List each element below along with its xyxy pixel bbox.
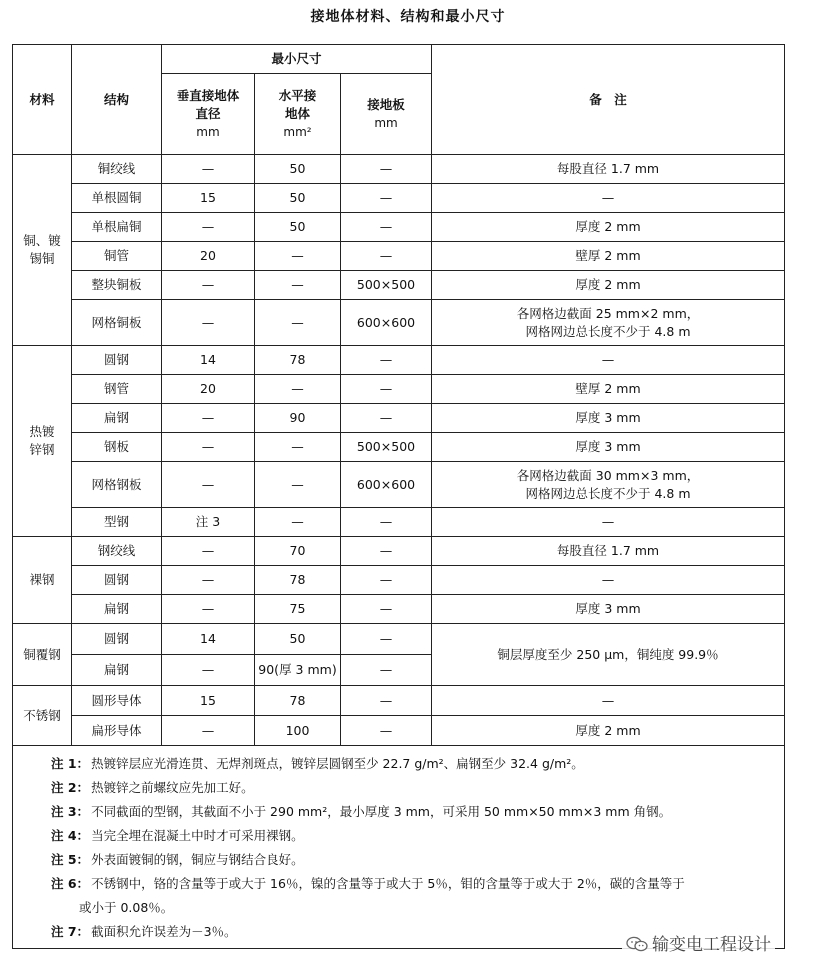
horizontal-area-cell-value: — xyxy=(291,514,304,529)
vertical-diameter-cell-value: — xyxy=(201,601,215,616)
material-cell xyxy=(13,686,72,746)
remark-cell xyxy=(432,242,785,271)
plate-size-cell xyxy=(341,346,432,375)
remark-cell xyxy=(432,271,785,300)
structure-label: 钢板 xyxy=(103,439,129,454)
note-text: 截面积允许误差为－3％。 xyxy=(91,924,237,939)
note-item xyxy=(51,872,784,896)
header-horizontal xyxy=(255,74,341,155)
horizontal-area-cell-value: — xyxy=(291,381,304,396)
horizontal-area-cell xyxy=(255,433,341,462)
horizontal-area-cell xyxy=(255,213,341,242)
vertical-diameter-cell xyxy=(162,655,255,686)
vertical-diameter-cell xyxy=(162,184,255,213)
vertical-diameter-cell xyxy=(162,537,255,566)
horizontal-area-cell xyxy=(255,566,341,595)
note-item xyxy=(51,824,784,848)
note-label: 注 1： xyxy=(51,756,90,771)
structure-label: 铜管 xyxy=(103,248,129,263)
remark-cell xyxy=(432,537,785,566)
vertical-diameter-cell xyxy=(162,716,255,746)
plate-size-cell xyxy=(341,300,432,346)
table-row xyxy=(13,624,785,655)
material-label: 锌钢 xyxy=(29,442,55,457)
vertical-diameter-cell-value: 15 xyxy=(200,692,216,708)
vertical-diameter-cell xyxy=(162,508,255,537)
material-label: 锡铜 xyxy=(29,251,55,266)
horizontal-area-cell xyxy=(255,508,341,537)
plate-size-cell xyxy=(341,624,432,655)
structure-label: 圆钢 xyxy=(103,631,129,646)
vertical-diameter-cell-value: — xyxy=(201,722,215,738)
remark-cell xyxy=(432,346,785,375)
remark-cell xyxy=(432,624,785,686)
structure-cell xyxy=(72,271,162,300)
notes-cell xyxy=(13,746,785,949)
plate-size-cell xyxy=(341,462,432,508)
table-row xyxy=(13,300,785,346)
plate-size-cell-value: — xyxy=(379,352,393,367)
table-title: 接地体材料、结构和最小尺寸 xyxy=(310,9,506,25)
remark-cell xyxy=(432,184,785,213)
vertical-diameter-cell xyxy=(162,300,255,346)
structure-cell xyxy=(72,595,162,624)
remark-text: 厚度 3 mm xyxy=(575,410,641,425)
horizontal-area-cell xyxy=(255,155,341,184)
plate-size-cell xyxy=(341,213,432,242)
vertical-diameter-cell-value: — xyxy=(201,314,215,330)
header-remarks-label: 备 注 xyxy=(589,91,627,107)
vertical-diameter-cell-value: 20 xyxy=(200,381,216,396)
remark-cell xyxy=(432,508,785,537)
material-label: 不锈钢 xyxy=(23,707,61,723)
horizontal-area-cell-value: 100 xyxy=(285,722,310,738)
plate-size-cell-value: — xyxy=(379,514,393,529)
remark-text: 壁厚 2 mm xyxy=(575,381,641,396)
vertical-diameter-cell-value: 15 xyxy=(200,190,216,205)
remark-cell xyxy=(432,462,785,508)
note-text: 不锈钢中，铬的含量等于或大于 16％，镍的含量等于或大于 5％，钼的含量等于或大于 2％，碳的含量等于 xyxy=(91,876,685,891)
note-item xyxy=(51,776,784,800)
table-row xyxy=(13,462,785,508)
remark-cell xyxy=(432,433,785,462)
header-structure-label: 结构 xyxy=(103,91,129,107)
horizontal-area-cell-value: 75 xyxy=(289,601,306,616)
remark-cell xyxy=(432,213,785,242)
structure-label: 钢管 xyxy=(103,381,129,396)
note-label: 注 3： xyxy=(51,804,90,819)
structure-label: 整块铜板 xyxy=(91,277,142,292)
plate-size-cell xyxy=(341,537,432,566)
vertical-diameter-cell xyxy=(162,404,255,433)
table-row xyxy=(13,566,785,595)
remark-cell xyxy=(432,566,785,595)
vertical-diameter-cell-value: 14 xyxy=(200,352,216,367)
horizontal-area-cell xyxy=(255,271,341,300)
table-row xyxy=(13,155,785,184)
horizontal-area-cell xyxy=(255,375,341,404)
horizontal-area-cell-value: — xyxy=(291,277,304,292)
vertical-diameter-cell xyxy=(162,375,255,404)
plate-size-cell-value: 600×600 xyxy=(356,314,416,330)
vertical-diameter-cell-value: — xyxy=(201,476,215,492)
vertical-diameter-cell xyxy=(162,346,255,375)
horizontal-area-cell-value: — xyxy=(291,439,304,454)
structure-label: 圆钢 xyxy=(103,572,129,587)
horizontal-area-cell xyxy=(255,537,341,566)
table-row xyxy=(13,537,785,566)
watermark xyxy=(622,928,775,957)
vertical-diameter-cell xyxy=(162,686,255,716)
remark-text: 厚度 2 mm xyxy=(575,219,641,234)
remark-text: 厚度 2 mm xyxy=(575,722,641,738)
header-remarks xyxy=(432,45,785,155)
plate-size-cell-value: 500×500 xyxy=(356,439,416,454)
watermark-text: 输变电工程设计 xyxy=(652,935,771,955)
material-label: 铜覆钢 xyxy=(23,646,61,662)
horizontal-area-cell-value: 50 xyxy=(289,219,306,234)
structure-label: 圆钢 xyxy=(103,352,129,367)
header-horizontal-unit: mm² xyxy=(283,125,312,139)
horizontal-area-cell-value: — xyxy=(291,314,304,330)
structure-cell xyxy=(72,433,162,462)
note-text: 当完全埋在混凝土中时才可采用裸钢。 xyxy=(91,828,304,843)
horizontal-area-cell xyxy=(255,184,341,213)
note-label: 注 4： xyxy=(51,828,90,843)
material-cell xyxy=(13,537,72,624)
remark-cell xyxy=(432,300,785,346)
header-plate-unit: mm xyxy=(374,116,398,130)
vertical-diameter-cell-value: 20 xyxy=(200,248,216,263)
plate-size-cell-value: — xyxy=(379,248,393,263)
header-horizontal-line2: 地体 xyxy=(284,106,310,121)
structure-cell xyxy=(72,155,162,184)
vertical-diameter-cell-value: — xyxy=(201,277,215,292)
plate-size-cell xyxy=(341,595,432,624)
remark-text: — xyxy=(601,352,615,367)
plate-size-cell-value: — xyxy=(379,601,393,616)
header-vertical-line2: 直径 xyxy=(195,106,221,121)
table-row xyxy=(13,433,785,462)
horizontal-area-cell xyxy=(255,595,341,624)
plate-size-cell-value: — xyxy=(379,631,393,646)
table-row xyxy=(13,346,785,375)
horizontal-area-cell xyxy=(255,404,341,433)
structure-label: 单根圆铜 xyxy=(91,190,142,205)
plate-size-cell xyxy=(341,508,432,537)
remark-text: 网格网边总长度不少于 4.8 m xyxy=(525,485,691,501)
horizontal-area-cell-value: 78 xyxy=(289,572,306,587)
vertical-diameter-cell-value: — xyxy=(201,543,215,558)
horizontal-area-cell-value: 78 xyxy=(289,692,306,708)
plate-size-cell-value: — xyxy=(379,410,393,425)
plate-size-cell-value: — xyxy=(379,190,393,205)
wechat-icon xyxy=(626,936,648,952)
structure-cell xyxy=(72,462,162,508)
note-label: 注 6： xyxy=(51,876,90,891)
plate-size-cell xyxy=(341,716,432,746)
structure-cell xyxy=(72,655,162,686)
vertical-diameter-cell-value: — xyxy=(201,662,215,677)
structure-cell xyxy=(72,537,162,566)
structure-cell xyxy=(72,242,162,271)
structure-cell xyxy=(72,566,162,595)
remark-text: 各网格边截面 30 mm×3 mm， xyxy=(516,467,700,483)
horizontal-area-cell xyxy=(255,242,341,271)
note-text: 热镀锌层应光滑连贯、无焊剂斑点，镀锌层圆钢至少 22.7 g/m²、扁钢至少 32.4 g/m²。 xyxy=(91,756,584,771)
remark-text: 壁厚 2 mm xyxy=(575,248,641,263)
note-label: 注 5： xyxy=(51,852,90,867)
structure-cell xyxy=(72,716,162,746)
remark-text: 厚度 2 mm xyxy=(575,277,641,292)
grounding-table xyxy=(12,44,785,949)
horizontal-area-cell xyxy=(255,655,341,686)
table-row xyxy=(13,271,785,300)
horizontal-area-cell-value: 78 xyxy=(289,352,306,367)
remark-text: 网格网边总长度不少于 4.8 m xyxy=(525,323,691,339)
structure-label: 单根扁铜 xyxy=(91,219,142,234)
plate-size-cell xyxy=(341,566,432,595)
header-material-label: 材料 xyxy=(29,91,55,107)
header-plate xyxy=(341,74,432,155)
vertical-diameter-cell xyxy=(162,624,255,655)
plate-size-cell xyxy=(341,184,432,213)
structure-cell xyxy=(72,375,162,404)
table-row xyxy=(13,375,785,404)
plate-size-cell-value: — xyxy=(379,381,393,396)
structure-cell xyxy=(72,508,162,537)
vertical-diameter-cell-value: — xyxy=(201,572,215,587)
structure-label: 型钢 xyxy=(103,514,129,529)
plate-size-cell xyxy=(341,655,432,686)
structure-label: 扁钢 xyxy=(103,410,129,425)
plate-size-cell-value: 600×600 xyxy=(356,476,416,492)
vertical-diameter-cell xyxy=(162,155,255,184)
structure-cell xyxy=(72,624,162,655)
horizontal-area-cell-value: 90(厚 3 mm) xyxy=(258,662,337,677)
plate-size-cell-value: — xyxy=(379,662,393,677)
horizontal-area-cell-value: 50 xyxy=(289,631,306,646)
remark-text: 各网格边截面 25 mm×2 mm， xyxy=(516,305,700,321)
material-label: 热镀 xyxy=(29,424,55,439)
plate-size-cell-value: — xyxy=(379,572,393,587)
vertical-diameter-cell xyxy=(162,433,255,462)
plate-size-cell-value: — xyxy=(379,219,393,234)
header-vertical-line1: 垂直接地体 xyxy=(176,88,240,103)
vertical-diameter-cell-value: — xyxy=(201,410,215,425)
remark-text: 铜层厚度至少 250 μm，铜纯度 99.9％ xyxy=(497,646,719,662)
structure-label: 网格铜板 xyxy=(91,314,142,330)
vertical-diameter-cell-value: 14 xyxy=(200,631,216,646)
horizontal-area-cell xyxy=(255,346,341,375)
horizontal-area-cell xyxy=(255,300,341,346)
table-row xyxy=(13,242,785,271)
horizontal-area-cell-value: 90 xyxy=(289,410,306,425)
plate-size-cell-value: — xyxy=(379,692,393,708)
remark-cell xyxy=(432,404,785,433)
horizontal-area-cell-value: — xyxy=(291,248,304,263)
table-row xyxy=(13,716,785,746)
table-row xyxy=(13,595,785,624)
structure-cell xyxy=(72,346,162,375)
remark-text: — xyxy=(601,514,615,529)
note-text: 不同截面的型钢，其截面不小于 290 mm²，最小厚度 3 mm，可采用 50 mm×50 mm×3 mm 角钢。 xyxy=(91,804,672,819)
vertical-diameter-cell-value: 注 3 xyxy=(195,514,221,529)
remark-text: — xyxy=(601,572,615,587)
remark-text: 厚度 3 mm xyxy=(575,439,641,454)
plate-size-cell-value: — xyxy=(379,161,393,176)
structure-cell xyxy=(72,213,162,242)
structure-label: 扁钢 xyxy=(103,601,129,616)
structure-label: 网格钢板 xyxy=(91,476,142,492)
plate-size-cell xyxy=(341,155,432,184)
header-horizontal-line1: 水平接 xyxy=(278,88,317,103)
table-row xyxy=(13,213,785,242)
material-cell xyxy=(13,624,72,686)
horizontal-area-cell-value: 50 xyxy=(289,161,306,176)
note-item xyxy=(51,752,784,776)
header-plate-line1: 接地板 xyxy=(367,97,405,112)
header-vertical xyxy=(162,74,255,155)
structure-cell xyxy=(72,184,162,213)
vertical-diameter-cell xyxy=(162,566,255,595)
plate-size-cell xyxy=(341,686,432,716)
vertical-diameter-cell xyxy=(162,242,255,271)
header-vertical-unit: mm xyxy=(196,125,220,139)
table-row xyxy=(13,184,785,213)
horizontal-area-cell xyxy=(255,686,341,716)
horizontal-area-cell-value: 70 xyxy=(289,543,306,558)
structure-label: 钢绞线 xyxy=(97,543,136,558)
structure-cell xyxy=(72,686,162,716)
vertical-diameter-cell-value: — xyxy=(201,219,215,234)
remark-text: 每股直径 1.7 mm xyxy=(556,161,660,176)
vertical-diameter-cell xyxy=(162,595,255,624)
structure-cell xyxy=(72,404,162,433)
header-material xyxy=(13,45,72,155)
remark-text: — xyxy=(601,692,615,708)
note-item xyxy=(51,848,784,872)
material-cell xyxy=(13,155,72,346)
remark-text: 厚度 3 mm xyxy=(575,601,641,616)
structure-label: 扁形导体 xyxy=(91,722,142,738)
vertical-diameter-cell-value: — xyxy=(201,439,215,454)
plate-size-cell-value: — xyxy=(379,722,393,738)
table-row xyxy=(13,686,785,716)
structure-label: 铜绞线 xyxy=(97,161,136,176)
note-continuation xyxy=(51,896,784,920)
table-row xyxy=(13,404,785,433)
material-label: 铜、镀 xyxy=(23,233,61,248)
horizontal-area-cell xyxy=(255,716,341,746)
note-item xyxy=(51,800,784,824)
structure-label: 扁钢 xyxy=(103,662,129,677)
plate-size-cell-value: 500×500 xyxy=(356,277,416,292)
plate-size-cell xyxy=(341,271,432,300)
note-text: 热镀锌之前螺纹应先加工好。 xyxy=(91,780,254,795)
horizontal-area-cell-value: 50 xyxy=(289,190,306,205)
plate-size-cell xyxy=(341,404,432,433)
note-text: 或小于 0.08％。 xyxy=(79,900,174,915)
note-text: 外表面镀铜的钢，铜应与钢结合良好。 xyxy=(91,852,304,867)
header-min-size xyxy=(162,45,432,74)
remark-text: — xyxy=(601,190,615,205)
vertical-diameter-cell xyxy=(162,271,255,300)
vertical-diameter-cell xyxy=(162,213,255,242)
material-label: 裸钢 xyxy=(29,572,55,587)
header-min-size-label: 最小尺寸 xyxy=(271,51,322,66)
vertical-diameter-cell xyxy=(162,462,255,508)
remark-cell xyxy=(432,686,785,716)
remark-cell xyxy=(432,155,785,184)
horizontal-area-cell-value: — xyxy=(291,476,304,492)
horizontal-area-cell xyxy=(255,624,341,655)
remark-cell xyxy=(432,716,785,746)
table-row xyxy=(13,508,785,537)
remark-cell xyxy=(432,375,785,404)
notes-row xyxy=(13,746,785,949)
plate-size-cell xyxy=(341,375,432,404)
remark-text: 每股直径 1.7 mm xyxy=(556,543,660,558)
structure-cell xyxy=(72,300,162,346)
plate-size-cell xyxy=(341,433,432,462)
material-cell xyxy=(13,346,72,537)
vertical-diameter-cell-value: — xyxy=(201,161,215,176)
plate-size-cell-value: — xyxy=(379,543,393,558)
structure-label: 圆形导体 xyxy=(91,692,142,708)
remark-cell xyxy=(432,595,785,624)
note-label: 注 7： xyxy=(51,924,90,939)
header-structure xyxy=(72,45,162,155)
horizontal-area-cell xyxy=(255,462,341,508)
plate-size-cell xyxy=(341,242,432,271)
note-label: 注 2： xyxy=(51,780,90,795)
